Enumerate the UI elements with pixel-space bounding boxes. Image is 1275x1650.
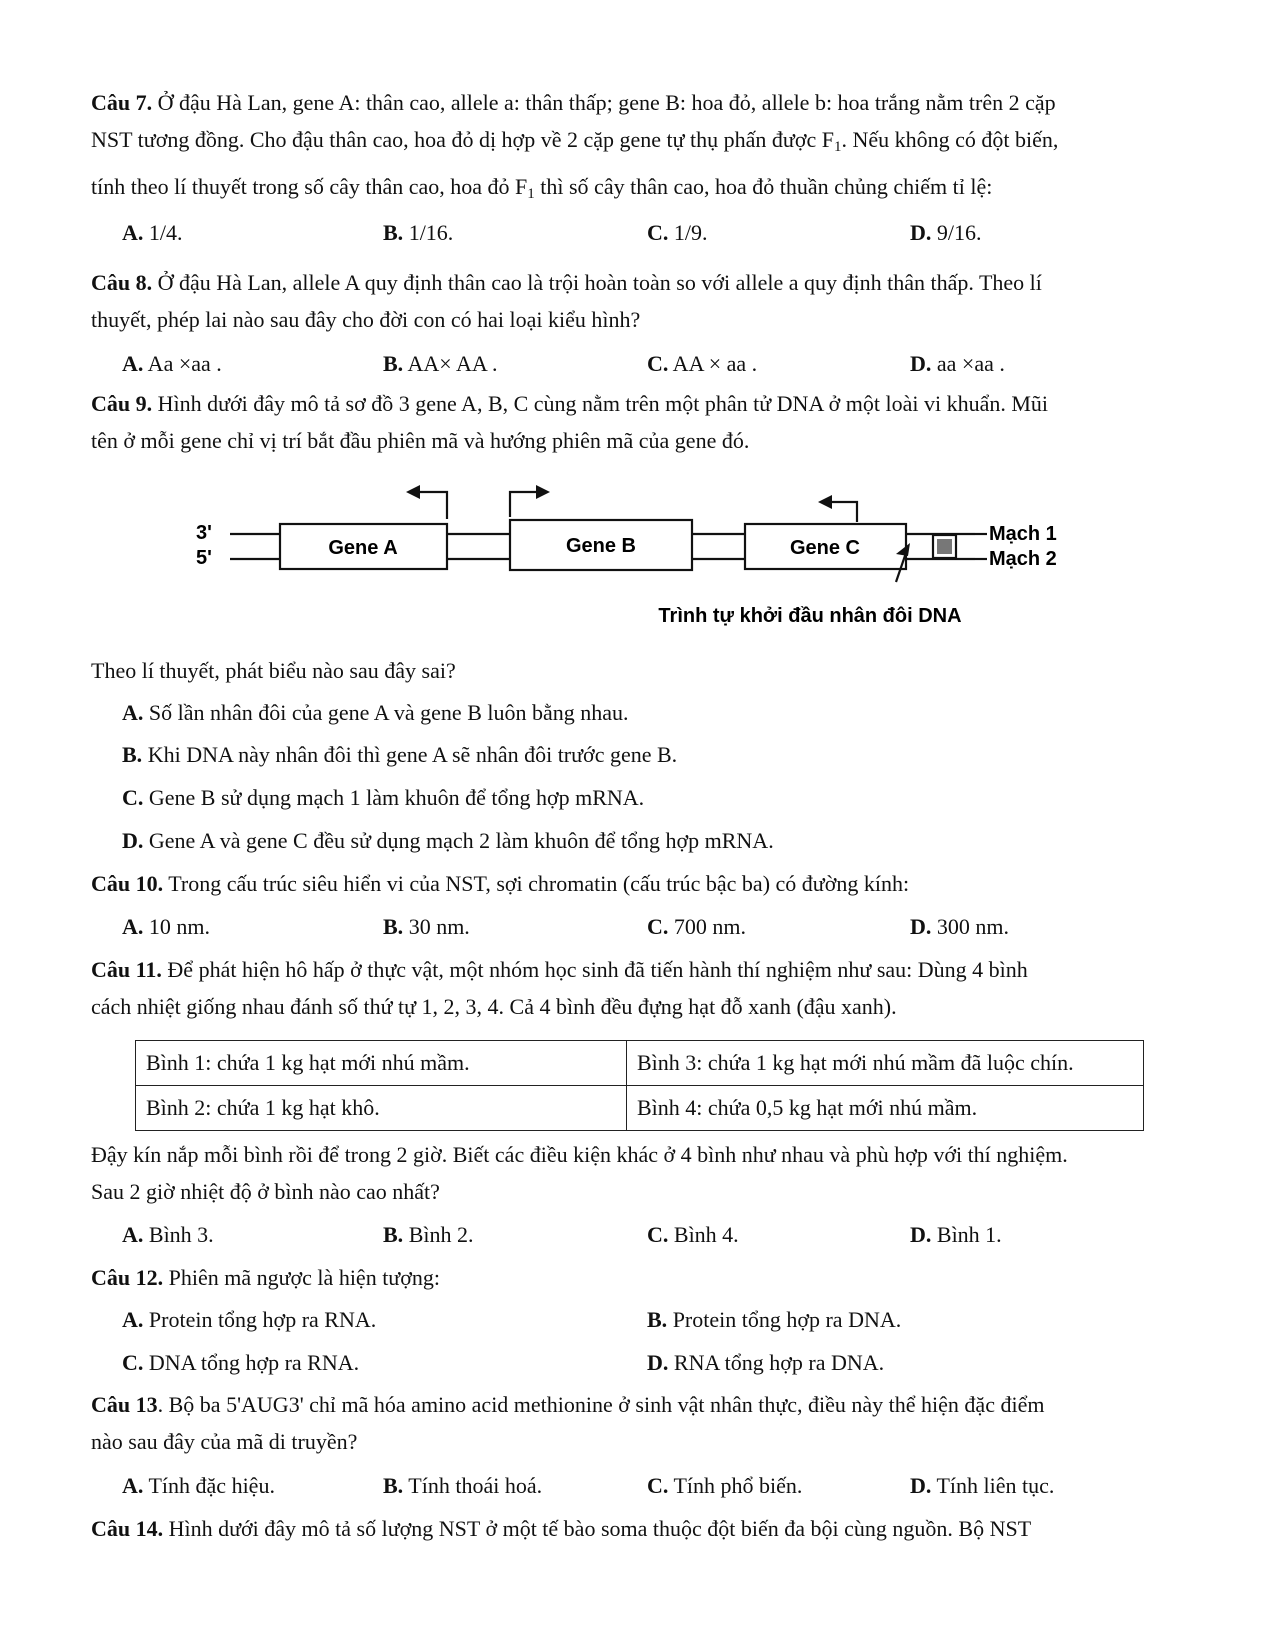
q12-text: Phiên mã ngược là hiện tượng: <box>163 1265 440 1290</box>
q13-label: Câu 13 <box>91 1392 158 1417</box>
option-letter: C. <box>122 1350 144 1375</box>
q9-option-b[interactable] <box>122 740 677 770</box>
option-text: AA × aa . <box>668 351 758 376</box>
q13-option-a[interactable] <box>122 1471 275 1501</box>
table-cell: Bình 3: chứa 1 kg hạt mới nhú mầm đã luộc chín. <box>627 1041 1144 1086</box>
option-letter: D. <box>910 220 932 245</box>
option-text: 10 nm. <box>143 914 211 939</box>
option-text: 1/16. <box>403 220 454 245</box>
option-letter: C. <box>647 914 669 939</box>
option-text: 9/16. <box>931 220 982 245</box>
option-letter: D. <box>647 1350 669 1375</box>
q7-text-3b: thì số cây thân cao, hoa đỏ thuần chủng chiếm tỉ lệ: <box>534 174 993 199</box>
q7-option-c[interactable] <box>647 218 708 248</box>
q7-line-1 <box>91 88 1056 118</box>
q11-line-4 <box>91 1177 440 1207</box>
option-letter: C. <box>647 1473 669 1498</box>
q8-option-a[interactable] <box>122 349 222 379</box>
option-letter: D. <box>122 828 144 853</box>
end-3-label: 3' <box>196 522 212 544</box>
option-letter: A. <box>122 220 144 245</box>
gene-b-arrow <box>510 492 537 517</box>
option-letter: D. <box>910 1222 932 1247</box>
q8-text-2: thuyết, phép lai nào sau đây cho đời con có hai loại kiểu hình? <box>91 307 641 332</box>
option-letter: D. <box>910 914 932 939</box>
option-text: Gene B sử dụng mạch 1 làm khuôn để tổng hợp mRNA. <box>143 785 645 810</box>
q7-text-3a: tính theo lí thuyết trong số cây thân cao, hoa đỏ F <box>91 174 528 199</box>
option-letter: A. <box>122 351 144 376</box>
q11-option-c[interactable] <box>647 1220 739 1250</box>
option-text: Gene A và gene C đều sử dụng mạch 2 làm khuôn để tổng hợp mRNA. <box>143 828 774 853</box>
option-letter: B. <box>383 914 404 939</box>
option-letter: A. <box>122 700 144 725</box>
option-letter: C. <box>647 351 669 376</box>
q8-option-c[interactable] <box>647 349 757 379</box>
q10-line-1 <box>91 869 909 899</box>
option-text: Aa ×aa . <box>143 351 222 376</box>
experiment-table <box>135 1040 1144 1131</box>
gene-b-label: Gene B <box>565 535 637 557</box>
table-cell: Bình 4: chứa 0,5 kg hạt mới nhú mầm. <box>627 1086 1144 1131</box>
q11-option-d[interactable] <box>910 1220 1002 1250</box>
strand-1-label: Mạch 1 <box>989 523 1057 545</box>
option-letter: C. <box>647 1222 669 1247</box>
q10-text: Trong cấu trúc siêu hiển vi của NST, sợi chromatin (cấu trúc bậc ba) có đường kính: <box>163 871 910 896</box>
table-cell: Bình 2: chứa 1 kg hạt khô. <box>136 1086 627 1131</box>
option-text: DNA tổng hợp ra RNA. <box>143 1350 360 1375</box>
q7-option-a[interactable] <box>122 218 183 248</box>
table-row <box>136 1041 1144 1086</box>
q11-text: Để phát hiện hô hấp ở thực vật, một nhóm học sinh đã tiến hành thí nghiệm như sau: Dùng 4 bình <box>161 957 1028 982</box>
q8-option-d[interactable] <box>910 349 1005 379</box>
option-text: Bình 1. <box>931 1222 1002 1247</box>
q11-option-a[interactable] <box>122 1220 214 1250</box>
q13-option-c[interactable] <box>647 1471 802 1501</box>
option-text: Protein tổng hợp ra DNA. <box>667 1307 902 1332</box>
q10-option-a[interactable] <box>122 912 210 942</box>
q13-line-1 <box>91 1390 1044 1420</box>
option-letter: A. <box>122 914 144 939</box>
q11-option-b[interactable] <box>383 1220 473 1250</box>
option-text: aa ×aa . <box>931 351 1005 376</box>
option-text: 1/4. <box>143 220 183 245</box>
q8-line-2 <box>91 305 640 335</box>
q13-text-2: nào sau đây của mã di truyền? <box>91 1429 358 1454</box>
q11-label: Câu 11. <box>91 957 162 982</box>
option-text: 30 nm. <box>403 914 470 939</box>
q11-line-1 <box>91 955 1028 985</box>
q12-option-d[interactable] <box>647 1348 884 1378</box>
strand-2-label: Mạch 2 <box>989 548 1057 570</box>
q9-prompt-text: Theo lí thuyết, phát biểu nào sau đây sai? <box>91 658 456 683</box>
option-letter: B. <box>122 742 143 767</box>
origin-caption: Trình tự khởi đầu nhân đôi DNA <box>658 605 962 627</box>
option-letter: A. <box>122 1307 144 1332</box>
q14-text: Hình dưới đây mô tả số lượng NST ở một tế bào soma thuộc đột biến đa bội cùng nguồn. Bộ NST <box>163 1516 1032 1541</box>
q7-subscript: 1 <box>833 139 842 155</box>
q8-line-1 <box>91 268 1042 298</box>
option-text: RNA tổng hợp ra DNA. <box>668 1350 885 1375</box>
option-text: 1/9. <box>668 220 708 245</box>
q9-option-c[interactable] <box>122 783 644 813</box>
option-text: Số lần nhân đôi của gene A và gene B luôn bằng nhau. <box>143 700 629 725</box>
q13-option-d[interactable] <box>910 1471 1054 1501</box>
origin-marker-fill <box>937 539 952 554</box>
q14-label: Câu 14. <box>91 1516 164 1541</box>
q12-option-a[interactable] <box>122 1305 376 1335</box>
q12-option-c[interactable] <box>122 1348 359 1378</box>
option-letter: B. <box>647 1307 668 1332</box>
q13-option-b[interactable] <box>383 1471 542 1501</box>
q7-subscript: 1 <box>527 186 535 202</box>
q12-label: Câu 12. <box>91 1265 164 1290</box>
q7-option-d[interactable] <box>910 218 982 248</box>
option-text: AA× AA . <box>403 351 498 376</box>
dna-gene-diagram-svg <box>190 472 1090 642</box>
q10-option-c[interactable] <box>647 912 746 942</box>
q7-line-2 <box>91 125 1058 162</box>
option-letter: B. <box>383 1222 404 1247</box>
option-letter: A. <box>122 1222 144 1247</box>
q7-line-3 <box>91 172 992 209</box>
q12-line-1 <box>91 1263 440 1293</box>
q7-text: Ở đậu Hà Lan, gene A: thân cao, allele a: thân thấp; gene B: hoa đỏ, allele b: hoa trắng nằm trên 2 cặp <box>152 90 1056 115</box>
option-text: Tính liên tục. <box>931 1473 1055 1498</box>
q11-line-2 <box>91 992 897 1022</box>
option-letter: A. <box>122 1473 144 1498</box>
q9-option-a[interactable] <box>122 698 629 728</box>
q13-text: . Bộ ba 5'AUG3' chỉ mã hóa amino acid methionine ở sinh vật nhân thực, điều này thể hiện đặc điểm <box>157 1392 1045 1417</box>
q8-option-b[interactable] <box>383 349 498 379</box>
q9-option-d[interactable] <box>122 826 774 856</box>
q9-text: Hình dưới đây mô tả sơ đồ 3 gene A, B, C cùng nằm trên một phân tử DNA ở một loài vi khuẩn. Mũi <box>152 391 1049 416</box>
q12-option-b[interactable] <box>647 1305 901 1335</box>
q9-line-1 <box>91 389 1048 419</box>
option-text: Tính phổ biến. <box>668 1473 803 1498</box>
end-5-label: 5' <box>196 547 212 569</box>
option-letter: B. <box>383 351 404 376</box>
option-text: Khi DNA này nhân đôi thì gene A sẽ nhân đôi trước gene B. <box>142 742 678 767</box>
option-text: 300 nm. <box>931 914 1010 939</box>
gene-c-label: Gene C <box>789 537 861 559</box>
q7-option-b[interactable] <box>383 218 453 248</box>
q7-text-2a: NST tương đồng. Cho đậu thân cao, hoa đỏ dị hợp về 2 cặp gene tự thụ phấn được F <box>91 127 834 152</box>
q9-line-2 <box>91 426 749 456</box>
arrowhead <box>536 485 550 499</box>
option-text: Tính thoái hoá. <box>403 1473 543 1498</box>
table-row <box>136 1086 1144 1131</box>
gene-c-arrow <box>830 502 857 522</box>
table-cell: Bình 1: chứa 1 kg hạt mới nhú mầm. <box>136 1041 627 1086</box>
gene-a-label: Gene A <box>328 537 398 559</box>
q13-line-2 <box>91 1427 357 1457</box>
arrowhead <box>818 495 832 509</box>
q7-text-2b: . Nếu không có đột biến, <box>841 127 1059 152</box>
q10-option-b[interactable] <box>383 912 470 942</box>
option-text: Bình 4. <box>668 1222 739 1247</box>
option-text: Tính đặc hiệu. <box>143 1473 275 1498</box>
q9-label: Câu 9. <box>91 391 153 416</box>
q8-text: Ở đậu Hà Lan, allele A quy định thân cao là trội hoàn toàn so với allele a quy định thân thấp. Theo lí <box>152 270 1042 295</box>
q7-label: Câu 7. <box>91 90 153 115</box>
dna-gene-diagram <box>190 472 1090 642</box>
option-letter: C. <box>647 220 669 245</box>
q11-text-2: cách nhiệt giống nhau đánh số thứ tự 1, 2, 3, 4. Cả 4 bình đều đựng hạt đỗ xanh (đậu xanh). <box>91 994 897 1019</box>
q10-label: Câu 10. <box>91 871 164 896</box>
option-text: Protein tổng hợp ra RNA. <box>143 1307 377 1332</box>
q9-text-2: tên ở mỗi gene chỉ vị trí bắt đầu phiên mã và hướng phiên mã của gene đó. <box>91 428 750 453</box>
option-letter: B. <box>383 1473 404 1498</box>
option-text: Bình 2. <box>403 1222 474 1247</box>
arrowhead <box>406 485 420 499</box>
q14-line-1 <box>91 1514 1031 1544</box>
q9-prompt <box>91 656 456 686</box>
option-letter: D. <box>910 1473 932 1498</box>
option-letter: C. <box>122 785 144 810</box>
option-text: Bình 3. <box>143 1222 214 1247</box>
gene-a-arrow <box>418 492 447 519</box>
q11-text-4: Sau 2 giờ nhiệt độ ở bình nào cao nhất? <box>91 1179 440 1204</box>
arrowhead <box>896 543 910 556</box>
q11-line-3 <box>91 1140 1068 1170</box>
option-letter: D. <box>910 351 932 376</box>
q10-option-d[interactable] <box>910 912 1009 942</box>
q8-label: Câu 8. <box>91 270 153 295</box>
q11-text-3: Đậy kín nắp mỗi bình rồi để trong 2 giờ. Biết các điều kiện khác ở 4 bình như nhau và phù hợp với thí nghiệm. <box>91 1142 1068 1167</box>
option-letter: B. <box>383 220 404 245</box>
option-text: 700 nm. <box>668 914 747 939</box>
